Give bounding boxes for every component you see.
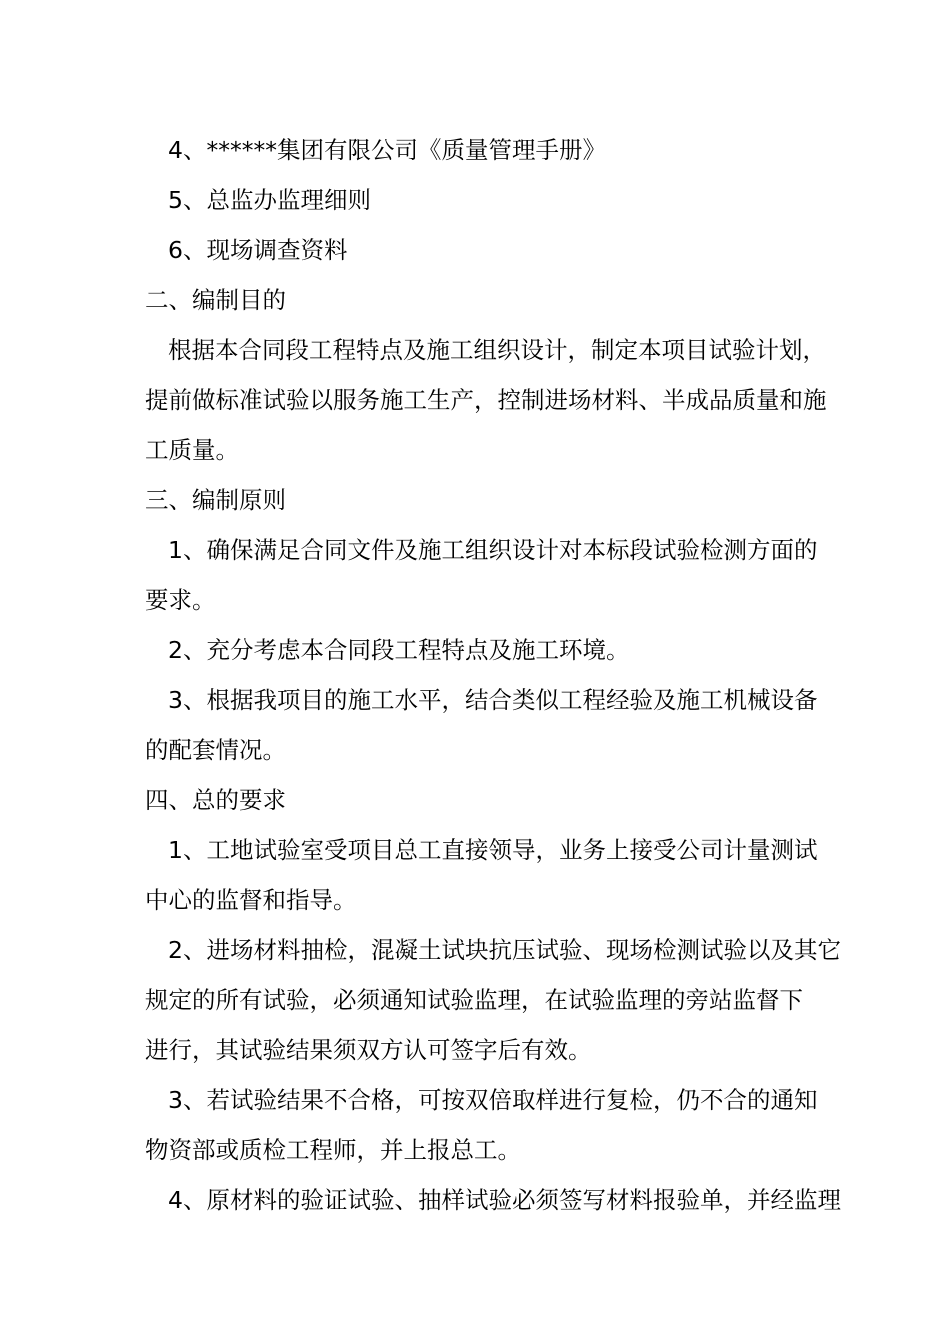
requirement-item-2: 2、进场材料抽检，混凝土试块抗压试验、现场检测试验以及其它 bbox=[168, 936, 841, 964]
requirement-item-3: 3、若试验结果不合格，可按双倍取样进行复检，仍不合的通知 bbox=[168, 1086, 818, 1114]
reference-item-5: 5、总监办监理细则 bbox=[168, 186, 371, 214]
section-heading-requirements: 四、总的要求 bbox=[145, 786, 286, 814]
paragraph-line: 的配套情况。 bbox=[145, 736, 286, 764]
reference-item-4: 4、******集团有限公司《质量管理手册》 bbox=[168, 136, 606, 164]
requirement-item-1: 1、工地试验室受项目总工直接领导，业务上接受公司计量测试 bbox=[168, 836, 818, 864]
principle-item-3: 3、根据我项目的施工水平，结合类似工程经验及施工机械设备 bbox=[168, 686, 818, 714]
paragraph-line: 进行，其试验结果须双方认可签字后有效。 bbox=[145, 1036, 592, 1064]
paragraph-line: 提前做标准试验以服务施工生产，控制进场材料、半成品质量和施 bbox=[145, 386, 827, 414]
paragraph-line: 规定的所有试验，必须通知试验监理，在试验监理的旁站监督下 bbox=[145, 986, 803, 1014]
principle-item-2: 2、充分考虑本合同段工程特点及施工环境。 bbox=[168, 636, 630, 664]
section-heading-purpose: 二、编制目的 bbox=[145, 286, 286, 314]
requirement-item-4: 4、原材料的验证试验、抽样试验必须签写材料报验单，并经监理 bbox=[168, 1186, 841, 1214]
section-heading-principles: 三、编制原则 bbox=[145, 486, 286, 514]
paragraph-line: 要求。 bbox=[145, 586, 216, 614]
paragraph-line: 物资部或质检工程师，并上报总工。 bbox=[145, 1136, 521, 1164]
paragraph-line: 中心的监督和指导。 bbox=[145, 886, 357, 914]
paragraph-line: 工质量。 bbox=[145, 436, 239, 464]
principle-item-1: 1、确保满足合同文件及施工组织设计对本标段试验检测方面的 bbox=[168, 536, 818, 564]
paragraph-line: 根据本合同段工程特点及施工组织设计，制定本项目试验计划， bbox=[168, 336, 826, 364]
reference-item-6: 6、现场调查资料 bbox=[168, 236, 348, 264]
